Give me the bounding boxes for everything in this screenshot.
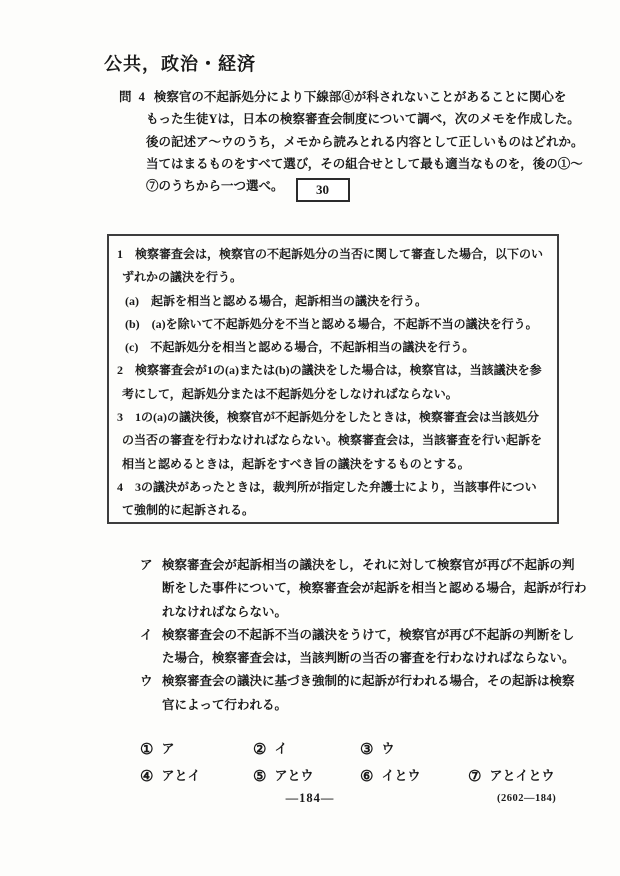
statement-label-i: イ: [140, 627, 153, 642]
option-6: [360, 765, 420, 786]
circled-number: ③: [360, 742, 374, 758]
statement-line: た場合，検察審査会は，当該判断の当否の審査を行わなければならない。: [162, 651, 575, 666]
option-label: アとイ: [161, 768, 201, 783]
statement-label-a: ア: [140, 558, 153, 572]
option-5: [253, 765, 313, 786]
statement-line: 断をした事件について，検察審査会が起訴を相当と認める場合，起訴が行わ: [162, 581, 587, 596]
statement-line: [140, 554, 598, 577]
statements-block: [140, 554, 598, 717]
statement-text: 検察審査会が起訴相当の議決をし，それに対して検察官が再び不起訴の判: [162, 558, 575, 572]
option-7: [468, 765, 554, 786]
statement-text: 検察審査会の議決に基づき強制的に起訴が行われる場合，その起訴は検察: [162, 674, 575, 689]
memo-line: の当否の審査を行わなければならない。検察審査会は，当該審査を行い起訴を: [122, 433, 543, 448]
memo-line: 2 検察審査会が1の(a)または(b)の議決をした場合は，検察官は，当該議決を参: [117, 363, 542, 378]
question-block: [119, 86, 584, 202]
circled-number: ⑤: [253, 769, 267, 785]
statement-line: 官によって行われる。: [162, 697, 288, 712]
option-label: イ: [274, 741, 288, 756]
memo-line: 4 3の議決があったときは，裁判所が指定した弁護士により，当該事件につい: [117, 479, 537, 494]
statement-text: 検察審査会の不起訴不当の議決をうけて，検察官が再び不起訴の判断をし: [162, 627, 575, 642]
option-label: イとウ: [381, 768, 421, 783]
option-3: [360, 738, 394, 759]
memo-line: 3 1の(a)の議決後，検察官が不起訴処分をしたときは，検察審査会は当該処分: [117, 410, 539, 425]
question-number-label: 問 4: [119, 90, 147, 104]
question-text: 検察官の不起訴処分により下線部ⓓが科されないことがあることに関心を: [153, 90, 567, 104]
memo-line: 相当と認めるときは，起訴をすべき旨の議決をするものとする。: [122, 456, 470, 471]
circled-number: ⑥: [360, 769, 374, 785]
question-line: [119, 86, 576, 108]
memo-box: [107, 234, 559, 524]
page-number: —184—: [285, 791, 335, 805]
question-line: 当てはまるものをすべて選び，その組合せとして最も適当なものを，後の①〜: [146, 156, 583, 171]
question-line: [146, 175, 576, 202]
circled-number: ①: [140, 742, 154, 758]
memo-line: て強制的に起訴される。: [122, 503, 255, 518]
memo-line: 考にして，起訴処分または不起訴処分をしなければならない。: [122, 386, 458, 401]
question-line: もった生徒Yは，日本の検察審査会制度について調べ，次のメモを作成した。: [146, 112, 580, 127]
circled-number: ⑦: [468, 769, 482, 785]
option-label: アとイとウ: [489, 768, 555, 783]
statement-line: れなければならない。: [162, 604, 288, 619]
memo-line: (c) 不起訴処分を相当と認める場合，不起訴相当の議決を行う。: [125, 340, 475, 355]
option-4: [140, 765, 200, 786]
question-line: 後の記述ア〜ウのうち，メモから読みとれる内容として正しいものはどれか。: [146, 134, 584, 149]
memo-line: 1 検察審査会は，検察官の不起訴処分の当否に関して審査した場合，以下のい: [117, 247, 544, 261]
statement-label-u: ウ: [140, 674, 153, 689]
option-label: ウ: [381, 741, 395, 756]
document-code: (2602—184): [497, 793, 557, 804]
option-label: ア: [161, 741, 175, 756]
option-label: アとウ: [274, 768, 314, 783]
option-2: [253, 738, 287, 759]
memo-line: (a) 起訴を相当と認める場合，起訴相当の議決を行う。: [125, 293, 427, 308]
memo-line: ずれかの議決を行う。: [122, 270, 243, 285]
circled-number: ②: [253, 742, 267, 758]
option-1: [140, 738, 174, 759]
statement-line: [140, 624, 598, 647]
page-title: 公共，政治・経済: [104, 54, 256, 74]
question-text: ⑦のうちから一つ選べ。: [146, 179, 284, 194]
statement-line: [140, 670, 598, 693]
circled-number: ④: [140, 769, 154, 785]
answer-number-box: 30: [296, 178, 350, 202]
memo-line: (b) (a)を除いて不起訴処分を不当と認める場合，不起訴不当の議決を行う。: [125, 316, 538, 331]
